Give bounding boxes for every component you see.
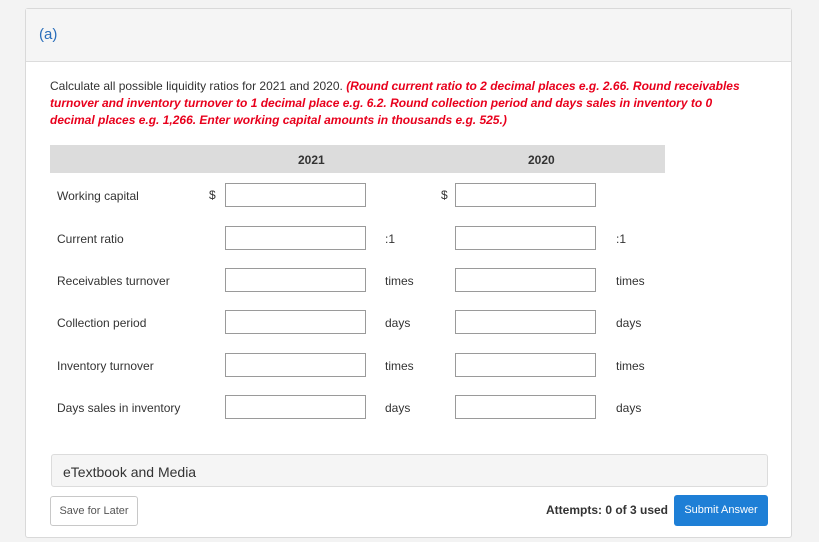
row-label-current-ratio: Current ratio [57,232,124,246]
collection-period-2020-input[interactable] [455,310,596,334]
unit-label: times [616,359,645,373]
attempts-counter: Attempts: 0 of 3 used [546,503,669,517]
current-ratio-2020-input[interactable] [455,226,596,250]
row-label-receivables-turnover: Receivables turnover [57,274,170,288]
save-for-later-button[interactable]: Save for Later [50,496,138,526]
current-ratio-2021-input[interactable] [225,226,366,250]
inventory-turnover-2020-input[interactable] [455,353,596,377]
unit-label: times [385,274,414,288]
unit-label: days [616,401,642,415]
row-label-inventory-turnover: Inventory turnover [57,359,154,373]
receivables-turnover-2020-input[interactable] [455,268,596,292]
column-header-2020: 2020 [528,153,555,167]
working-capital-2020-input[interactable] [455,183,596,207]
unit-label: times [616,274,645,288]
question-card [25,8,792,538]
instructions-text: Calculate all possible liquidity ratios for 2021 and 2020. [50,79,347,93]
table-header [50,145,665,173]
working-capital-2021-input[interactable] [225,183,366,207]
unit-label: :1 [616,232,627,246]
column-header-2021: 2021 [298,153,325,167]
etextbook-panel[interactable] [51,454,768,487]
currency-symbol-2021: $ [209,188,216,202]
rounding-hint: (Round current ratio to 2 decimal places e.g. 2.66. Round receivables turnover and inventory turnover to 1 decimal place e.g. 6.2. Round collection period and days sales in inventory to 0 decimal places e.g. 1,266. Enter working capital amounts in thousands e.g. 525.) [50,79,740,127]
unit-label: :1 [385,232,396,246]
days-sales-in-inventory-2021-input[interactable] [225,395,366,419]
question-instructions [50,78,760,129]
row-label-working-capital: Working capital [57,189,139,203]
currency-symbol-2020: $ [441,188,448,202]
row-label-collection-period: Collection period [57,316,147,330]
unit-label: days [616,316,642,330]
unit-label: days [385,401,411,415]
submit-answer-button[interactable]: Submit Answer [674,495,768,526]
receivables-turnover-2021-input[interactable] [225,268,366,292]
unit-label: days [385,316,411,330]
part-header [26,9,791,62]
unit-label: times [385,359,414,373]
row-label-days-sales-in-inventory: Days sales in inventory [57,401,181,415]
inventory-turnover-2021-input[interactable] [225,353,366,377]
collection-period-2021-input[interactable] [225,310,366,334]
part-label: (a) [39,26,58,43]
days-sales-in-inventory-2020-input[interactable] [455,395,596,419]
etextbook-label: eTextbook and Media [63,464,197,480]
